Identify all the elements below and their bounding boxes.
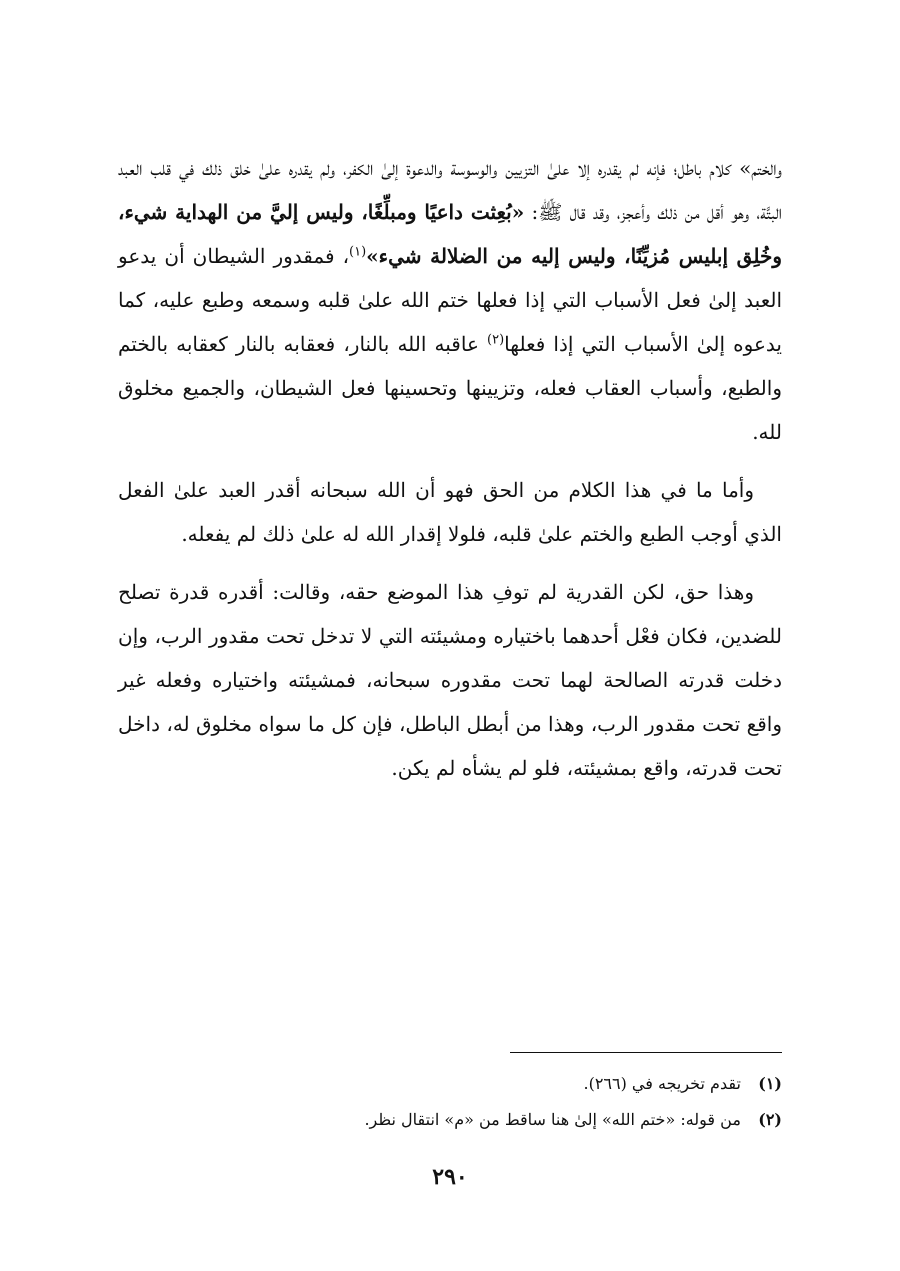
- paragraph-1-text-c: ، فمقدور الشيطان أن يدعو العبد إلىٰ فعل الأسباب التي إذا فعلها ختم الله علىٰ قلبه وسمعه وطبع عليه، كما يدعوه إلىٰ الأسباب التي إذا فعلها: [118, 244, 782, 356]
- footnote-1-text: تقدم تخريجه في (٢٦٦).: [583, 1074, 741, 1093]
- hadith-quote: «بُعِثت داعيًا ومبلِّغًا، وليس إليَّ من الهداية شيء، وخُلِق إبليس مُزيِّنًا، وليس إليه من الضلالة شيء»: [118, 200, 782, 268]
- footnote-divider: [510, 1052, 782, 1053]
- paragraph-1-text-a: والختم» كلام باطل؛ فإنه لم يقدره إلا علىٰ التزيين والوسوسة والدعوة إلىٰ الكفر، ولم يقدره علىٰ خلق ذلك في قلب العبد البتَّة، وهو أقل من ذلك وأعجز، وقد قال ﷺ:: [118, 156, 783, 224]
- main-text: [118, 146, 782, 790]
- footnote-ref-2: (٢): [487, 332, 505, 348]
- footnote-2-number: (٢): [758, 1110, 782, 1129]
- paragraph-1: [118, 146, 782, 454]
- page-number: ٢٩٠: [432, 1164, 468, 1190]
- footnote-ref-1: (١): [349, 244, 367, 260]
- footnote-2: [118, 1102, 782, 1138]
- paragraph-2: وأما ما في هذا الكلام من الحق فهو أن الله سبحانه أقدر العبد علىٰ الفعل الذي أوجب الطبع والختم علىٰ قلبه، فلولا إقدار الله له علىٰ ذلك لم يفعله.: [118, 478, 782, 546]
- footnotes: [118, 1066, 782, 1138]
- footnote-1: [118, 1066, 782, 1102]
- paragraph-3: وهذا حق، لكن القدرية لم توفِ هذا الموضع حقه، وقالت: أقدره قدرة تصلح للضدين، فكان فعْل أحدهما باختياره ومشيئته التي لا تدخل تحت مقدور الرب، وإن دخلت قدرته الصالحة لهما تحت مقدوره سبحانه، فمشيئته واختياره وفعله غير واقع تحت مقدور الرب، وهذا من أبطل الباطل، فإن كل ما سواه مخلوق له، داخل تحت قدرته، واقع بمشيئته، فلو لم يشأه لم يكن.: [118, 580, 782, 780]
- footnote-1-number: (١): [758, 1074, 782, 1093]
- paragraph-1-text-d: عاقبه الله بالنار، فعقابه بالنار كعقابه بالختم والطبع، وأسباب العقاب فعله، وتزيينها وتحسينها فعل الشيطان، والجميع مخلوق لله.: [118, 332, 782, 444]
- footnote-2-text: من قوله: «ختم الله» إلىٰ هنا ساقط من «م» انتقال نظر.: [364, 1110, 741, 1129]
